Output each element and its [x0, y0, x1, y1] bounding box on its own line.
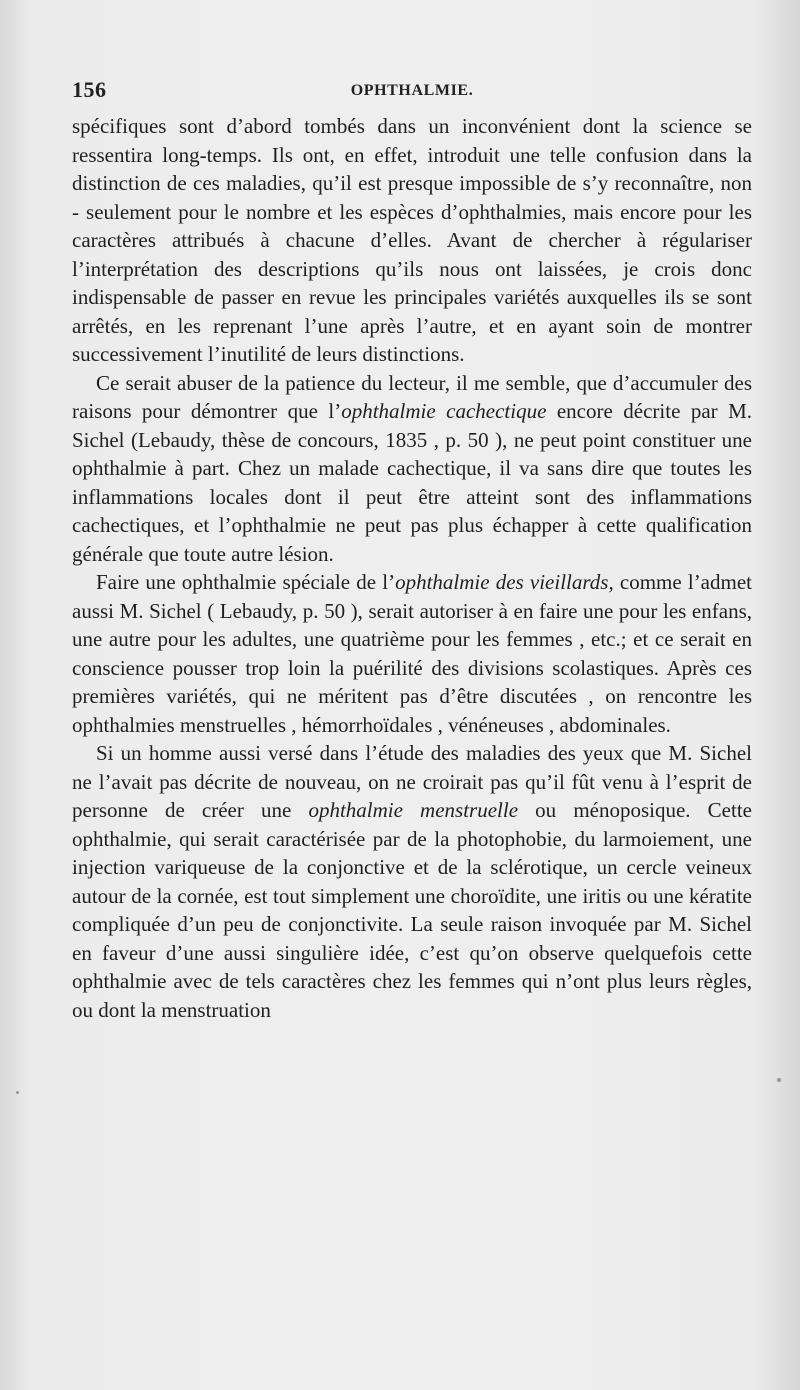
paragraph-4	[72, 739, 752, 1024]
paragraph-2	[72, 369, 752, 569]
running-title: OPHTHALMIE.	[350, 82, 474, 99]
paragraph-2-text-a: Ce serait abuser de la patience du lecteur, il me semble, que d’accumuler des raisons pour démontrer que l’	[72, 370, 752, 423]
paragraph-1-text: spécifiques sont d’abord tombés dans un inconvénient dont la science se ressentira long-temps. Ils ont, en effet, introduit une telle confusion dans la distinction de ces maladies, qu’il est presque impossible de s’y reconnaître, non - seulement pour le nombre et les espèces d’ophthalmies, mais encore pour les caractères attribués à chacune d’elles. Avant de chercher à régulariser l’interprétation des descriptions qu’ils nous ont laissées, je crois donc indispensable de passer en revue les principales variétés auxquelles ils se sont arrêtés, en les reprenant l’une après l’autre, et en ayant soin de montrer successivement l’inutilité de leurs distinctions.	[72, 114, 752, 366]
paragraph-3-text-b: comme l’admet aussi M. Sichel ( Lebaudy, p. 50 ), serait autoriser à en faire une pour les enfans, une autre pour les adultes, une quatrième pour les femmes , etc.; et ce serait en conscience pousser trop loin la puérilité des divisions scolastiques. Après ces premières variétés, qui ne méritent pas d’être discutées , on rencontre les ophthalmies menstruelles , hémorrhoïdales , vénéneuses , abdominales.	[72, 570, 752, 737]
paragraph-1	[72, 112, 752, 369]
body-text	[72, 112, 752, 1252]
paragraph-3-italic-term: ophthalmie des vieillards,	[395, 570, 614, 594]
paragraph-4-text-a: Si un homme aussi versé dans l’étude des maladies des yeux que M. Sichel ne l’avait pas décrite de nouveau, on ne croirait pas qu’il fût venu à l’esprit de personne de créer une	[72, 741, 752, 822]
paragraph-2-text-b: encore décrite par M. Sichel (Lebaudy, thèse de concours, 1835 , p. 50 ), ne peut point constituer une ophthalmie à part. Chez un malade cachectique, il va sans dire que toutes les inflammations locales dont il peut être atteint sont des inflammations cachectiques, et l’ophthalmie ne peut pas plus échapper à cette qualification générale que toute autre lésion.	[72, 399, 753, 566]
paper-speck	[777, 1078, 781, 1082]
page-header	[72, 76, 752, 104]
paragraph-3	[72, 568, 752, 739]
page-number: 156	[72, 77, 107, 102]
paragraph-4-text-b: ou ménoposique. Cette ophthalmie, qui serait caractérisée par de la photophobie, du larmoiement, une injection variqueuse de la conjonctive et de la sclérotique, un cercle veineux autour de la cornée, est tout simplement une choroïdite, une iritis ou une kératite compliquée d’un peu de conjonctivite. La seule raison invoquée par M. Sichel en faveur d’une aussi singulière idée, c’est qu’on observe quelquefois cette ophthalmie avec de tels caractères chez les femmes qui n’ont plus leurs règles, ou dont la menstruation	[72, 798, 752, 1022]
paragraph-3-text-a: Faire une ophthalmie spéciale de l’	[96, 570, 396, 594]
paper-speck	[16, 1091, 19, 1094]
paragraph-4-italic-term: ophthalmie menstruelle	[308, 798, 519, 822]
paragraph-2-italic-term: ophthalmie cachectique	[341, 399, 547, 423]
